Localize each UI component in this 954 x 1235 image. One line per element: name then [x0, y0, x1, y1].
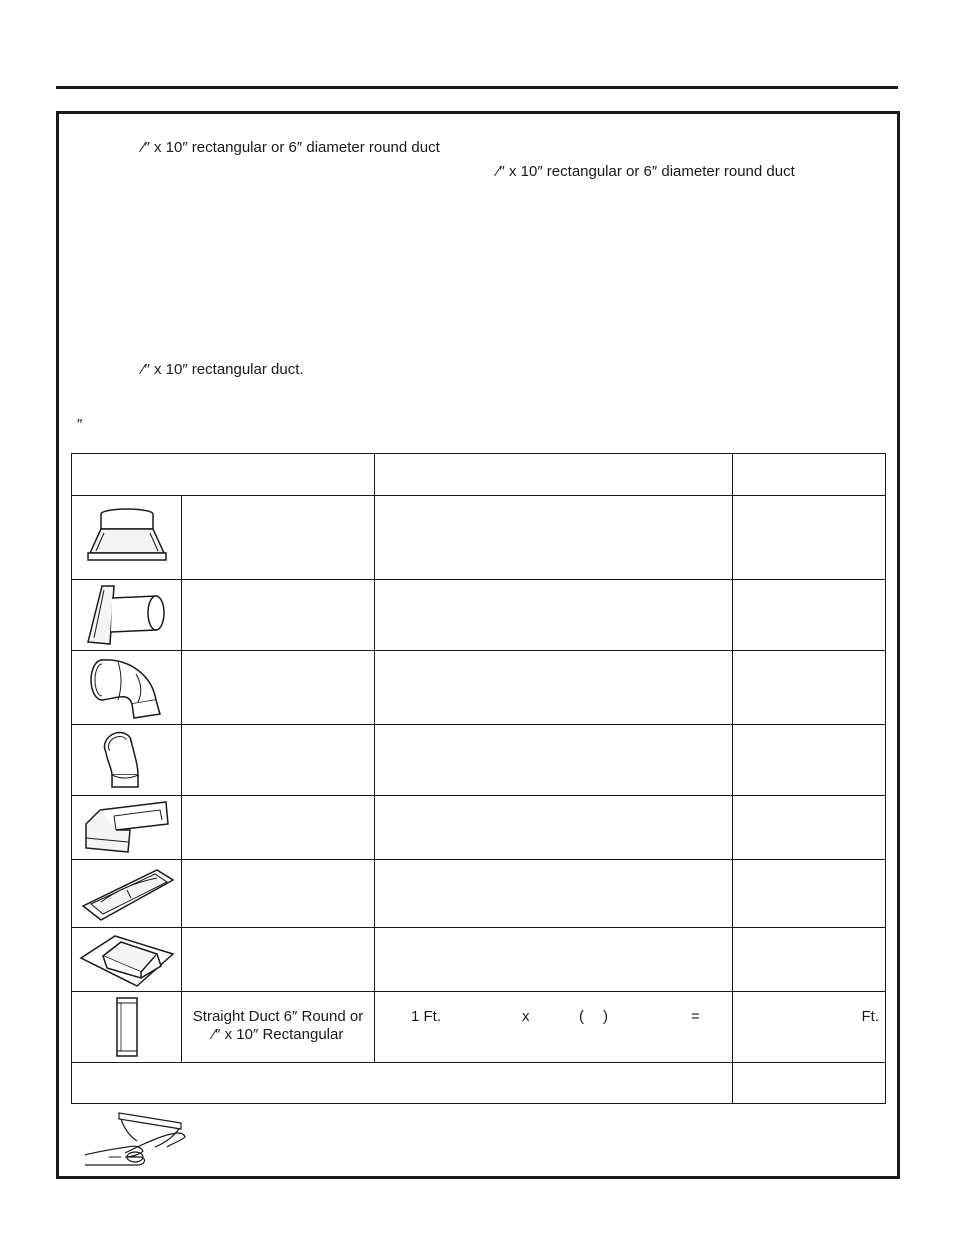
- fitting-formula: [375, 725, 733, 796]
- top-rule: [56, 86, 898, 89]
- instruction-line-1: ⁄″ x 10″ rectangular or 6″ diameter round duct: [142, 139, 440, 156]
- elbow-45-round-icon: [82, 727, 172, 793]
- fitting-icon-cell: [72, 725, 182, 796]
- fitting-label: [182, 928, 375, 992]
- fitting-icon-cell: [72, 796, 182, 860]
- straight-duct-label-line1: Straight Duct 6″ Round or: [192, 1008, 364, 1025]
- fitting-total: [733, 796, 886, 860]
- elbow-90-round-icon: [82, 654, 172, 722]
- result-unit: Ft.: [861, 1008, 879, 1025]
- wall-cap-transition-icon: [82, 503, 172, 573]
- table-row: [72, 928, 886, 992]
- fitting-total: [733, 651, 886, 725]
- straight-duct-label-line2: ⁄″ x 10″ Rectangular: [212, 1026, 344, 1043]
- header-fitting: [72, 454, 375, 496]
- fitting-label: [182, 651, 375, 725]
- table-total-row: [72, 1063, 886, 1104]
- formula-times: x: [522, 1008, 530, 1025]
- fitting-label: [182, 496, 375, 580]
- table-row: [72, 580, 886, 651]
- fitting-formula: [375, 496, 733, 580]
- total-value-cell: [733, 1063, 886, 1104]
- wall-cap-round-icon: [82, 582, 172, 648]
- table-row: [72, 651, 886, 725]
- fitting-icon-cell: [72, 580, 182, 651]
- straight-duct-total: [733, 992, 886, 1063]
- instruction-line-3: ⁄″ x 10″ rectangular duct.: [142, 361, 304, 378]
- formula-paren-close: ): [603, 1008, 608, 1025]
- formula-paren-open: (: [579, 1008, 584, 1025]
- fitting-formula: [375, 651, 733, 725]
- table-row: [72, 725, 886, 796]
- fitting-label: [182, 580, 375, 651]
- table-row: [72, 796, 886, 860]
- instruction-line-4: ″: [77, 416, 83, 433]
- wall-cap-rectangular-icon: [77, 862, 177, 926]
- elbow-90-rectangular-icon: [80, 798, 174, 858]
- total-label-cell: [72, 1063, 733, 1104]
- header-total: [733, 454, 886, 496]
- fitting-formula: [375, 580, 733, 651]
- fitting-total: [733, 860, 886, 928]
- fitting-formula: [375, 928, 733, 992]
- fitting-total: [733, 580, 886, 651]
- table-header-row: [72, 454, 886, 496]
- fitting-formula: [375, 860, 733, 928]
- table-row: [72, 496, 886, 580]
- duct-length-table: [71, 453, 886, 1104]
- table-row: [72, 992, 886, 1063]
- straight-duct-icon: [107, 995, 147, 1059]
- fitting-label: [182, 796, 375, 860]
- formula-length: 1 Ft.: [411, 1008, 442, 1025]
- fitting-formula: [375, 796, 733, 860]
- fitting-icon-cell: [72, 860, 182, 928]
- venting-calculation-box: [56, 111, 900, 1179]
- formula-equals: =: [691, 1008, 700, 1025]
- fitting-icon-cell: [72, 651, 182, 725]
- fitting-icon-cell: [72, 496, 182, 580]
- fitting-label: [182, 725, 375, 796]
- header-formula: [375, 454, 733, 496]
- fitting-total: [733, 496, 886, 580]
- instruction-line-2: ⁄″ x 10″ rectangular or 6″ diameter round duct: [497, 163, 795, 180]
- straight-duct-label: [182, 992, 375, 1063]
- straight-duct-formula: [375, 992, 733, 1063]
- table-row: [72, 860, 886, 928]
- roof-cap-icon: [77, 930, 177, 990]
- fitting-total: [733, 725, 886, 796]
- fitting-icon-cell: [72, 992, 182, 1063]
- fitting-icon-cell: [72, 928, 182, 992]
- fitting-total: [733, 928, 886, 992]
- hands-with-duct-illustration: [81, 1107, 201, 1171]
- fitting-label: [182, 860, 375, 928]
